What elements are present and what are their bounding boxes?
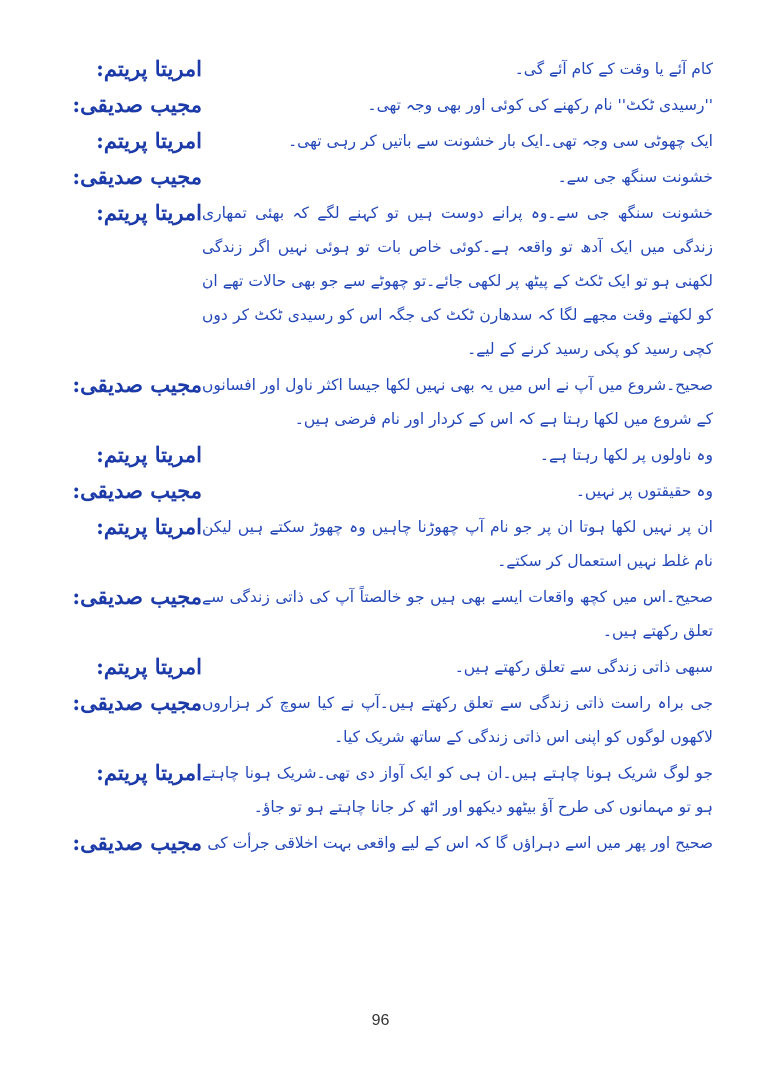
- dialogue-entry: [56, 510, 719, 578]
- speaker-name: مجیب صدیقی:: [72, 478, 202, 503]
- speech-text: ان پر نہیں لکھا ہوتا ان پر جو نام آپ چھوڑنا چاہیں وہ چھوڑ سکتے ہیں لیکن نام غلط نہیں استعمال کر سکتے۔: [202, 518, 713, 570]
- dialogue-entry: [56, 826, 719, 860]
- speech-text: صحیح۔اس میں کچھ واقعات ایسے بھی ہیں جو خالصتاً آپ کی ذاتی زندگی سے تعلق رکھتے ہیں۔: [202, 588, 713, 640]
- speech-text: خشونت سنگھ جی سے۔: [557, 168, 713, 186]
- dialogue-entry: [56, 650, 719, 684]
- speaker-name: امریتا پریتم:: [96, 654, 202, 679]
- speech-text: سبھی ذاتی زندگی سے تعلق رکھتے ہیں۔: [454, 658, 713, 676]
- speech-text: وہ ناولوں پر لکھا رہتا ہے۔: [539, 446, 713, 464]
- dialogue-entry: [56, 756, 719, 824]
- speech-text: وہ حقیقتوں پر نہیں۔: [575, 482, 713, 500]
- speaker-name: امریتا پریتم:: [96, 128, 202, 153]
- speaker-name: مجیب صدیقی:: [72, 830, 202, 855]
- speech-text: جی براہ راست ذاتی زندگی سے تعلق رکھتے ہیں۔آپ نے کیا سوچ کر ہزاروں لاکھوں لوگوں کو اپنی اس ذاتی زندگی کے ساتھ شریک کیا۔: [202, 694, 713, 746]
- speech-text: ''رسیدی ٹکٹ'' نام رکھنے کی کوئی اور بھی وجہ تھی۔: [367, 96, 713, 114]
- speaker-name: مجیب صدیقی:: [72, 372, 202, 397]
- speaker-name: مجیب صدیقی:: [72, 164, 202, 189]
- speech-text: ایک چھوٹی سی وجہ تھی۔ایک بار خشونت سے باتیں کر رہی تھی۔: [288, 132, 713, 150]
- speaker-name: مجیب صدیقی:: [72, 690, 202, 715]
- dialogue-entry: [56, 88, 719, 122]
- speech-text: صحیح۔شروع میں آپ نے اس میں یہ بھی نہیں لکھا جیسا اکثر ناول اور افسانوں کے شروع میں لکھا رہتا ہے کہ اس کے کردار اور نام فرضی ہیں۔: [202, 376, 713, 428]
- dialogue-entry: [56, 686, 719, 754]
- dialogue-entry: [56, 368, 719, 436]
- dialogue-entry: [56, 196, 719, 366]
- speech-text: کام آئے یا وقت کے کام آئے گی۔: [514, 60, 713, 78]
- dialogue-entry: [56, 124, 719, 158]
- speaker-name: امریتا پریتم:: [96, 442, 202, 467]
- speech-text: صحیح اور پھر میں اسے دہراؤں گا کہ اس کے لیے واقعی بہت اخلاقی جرأت کی: [207, 834, 713, 852]
- page-number: 96: [371, 1012, 390, 1029]
- dialogue-entry: [56, 474, 719, 508]
- speaker-name: امریتا پریتم:: [96, 200, 202, 225]
- speech-text: خشونت سنگھ جی سے۔وہ پرانے دوست ہیں تو کہنے لگے کہ بھئی تمھاری زندگی میں ایک آدھ تو واقعہ ہے۔کوئی خاص بات تو ہوئی نہیں اگر زندگی لکھنی ہو تو ایک ٹکٹ کے پیٹھ پر لکھی جائے۔تو چھوٹے سے جو بھی حالات تھے ان کو لکھتے وقت مجھے لگا کہ سدھارن ٹکٹ کی جگہ اس کو رسیدی ٹکٹ کر دوں کچی رسید کو پکی رسید کرنے کے لیے۔: [202, 204, 713, 358]
- speaker-name: مجیب صدیقی:: [72, 584, 202, 609]
- speaker-name: امریتا پریتم:: [96, 760, 202, 785]
- speech-text: جو لوگ شریک ہونا چاہتے ہیں۔ان ہی کو ایک آواز دی تھی۔شریک ہونا چاہتے ہو تو مہمانوں کی طرح آؤ بیٹھو دیکھو اور اٹھ کر جانا چاہتے ہو تو جاؤ۔: [202, 764, 713, 816]
- dialogue-entry: [56, 438, 719, 472]
- speaker-name: مجیب صدیقی:: [72, 92, 202, 117]
- interview-dialogue: [56, 52, 719, 860]
- dialogue-entry: [56, 52, 719, 86]
- speaker-name: امریتا پریتم:: [96, 56, 202, 81]
- speaker-name: امریتا پریتم:: [96, 514, 202, 539]
- dialogue-entry: [56, 580, 719, 648]
- dialogue-entry: [56, 160, 719, 194]
